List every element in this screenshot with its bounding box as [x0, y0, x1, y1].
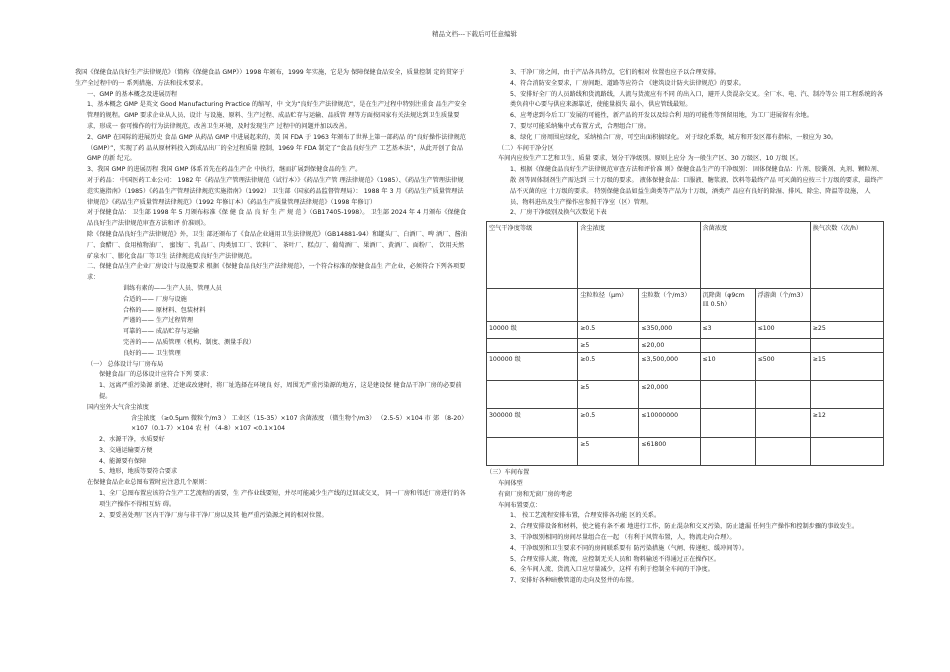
paragraph: 国内室外大气含尘浓度 [87, 403, 149, 411]
paragraph: 7、安排好各种暗敷管道的走向及竖井的布置。 [510, 577, 638, 585]
cell-float [755, 381, 810, 409]
paragraph: （二）车间干净分区 [498, 144, 554, 152]
cleanliness-table [486, 221, 884, 466]
paragraph: 除《保健食品良好生产法律规范》外，卫生 部还颁布了《食品企业通用卫生法律规范》（GB14881-94）和罐头厂、白酒厂、啤 酒厂、酱油厂、食醋厂、食用植物油厂、 蜜饯厂、乳品厂、肉类加工厂、饮料厂、 茶叶厂、糕点厂、葡萄酒厂、果酒厂、黄酒厂、面粉厂、 饮用天然矿泉水厂、膨化食品厂等卫生 法律规范成良好生产法律规范。 [87, 230, 467, 260]
cell-count: ≤20,000 [639, 381, 700, 409]
paragraph: 1、远离严重污染源 新建、迁建或改建时，将厂址选择在环境良 好，周围无严重污染源的地方，这是建设保 健食品干净厂房的必要前提。 [99, 382, 462, 400]
cell-float [755, 339, 810, 353]
table-row [487, 339, 884, 353]
paragraph: 5、安排好全厂的人员路线和货流路线，人流与货流应有不同 的出入口，避开人货混杂交叉。全厂水、电、汽、制冷等公 用工程系统的各类负荷中心要与供应来源靠近，使能量损失 最小，供应管线最短。 [510, 90, 883, 109]
paragraph: 5、地形，地质等要符合要求 [99, 468, 178, 476]
paragraph: 2、合理安排设备和材料，使之能有条不紊 地进行工作，防止混杂和交叉污染，防止遗漏 任何生产操作和控制步骤的事故发生。 [510, 523, 859, 531]
cell-grade: 300000 级 [487, 409, 578, 438]
cell-size: ≥0.5 [578, 322, 639, 339]
paragraph: 良好的—— 卫生管理 [123, 349, 181, 357]
paragraph: 5、合理安排人流、物流，应控制无关人员和 物料输送不得通过正在操作区。 [510, 555, 721, 563]
cell-grade: 100000 级 [487, 353, 578, 381]
paragraph: 2、要妥善处理厂区内干净厂房与非干净厂房以及其 他严重污染源之间的相对位置。 [99, 511, 328, 519]
cell-grade [487, 438, 578, 466]
table-row [487, 409, 884, 438]
paragraph: （一） 总体设计与厂房布局 [87, 360, 164, 368]
paragraph: 车间内应按生产工艺和卫生、质量 要求，划分干净级别。原则上应分 为一般生产区、30 万级区、10 万级 区。 [498, 155, 803, 163]
cell-size: ≥5 [578, 438, 639, 466]
th-dust: 含尘浓度 [578, 222, 700, 289]
paragraph: 1、根据《保健食品良好生产法律规范审查方法和评价准 则》保健食品生产的干净级别： 固体保健食品：片剂、胶囊剂、丸剂、颗粒剂、散 剂等固体制剂生产需达到 三十万级的要求。 液体保健食品：口服液、糖浆液、饮料等最终产品 可灭菌的应按三十万级的要求，最终产品不灭菌的应 十万级的要求。 特别保健食品如益生菌类等产品为十万级，酒类产 品应有良好的除湿、排风、除尘、降温等设施， 人 员、物料进出及生产操作应参照干净室（区）管理。 [510, 166, 883, 206]
paragraph: 二、保健食品生产企业厂房设计与设施要求 根据《保健食品良好生产法律规范》，一个符合标准的保健食品生 产企业，必须符合下列各项要求： [87, 263, 466, 282]
paragraph: 1、 按工艺流程安排布置，合理安排各功能 区的关系。 [510, 512, 661, 520]
paragraph: 2、GMP 在国际的进展历史 食品 GMP 从药品 GMP 中进展起来的，美 国 FDA 于 1963 年颁布了世界上第一部药品 的“良好操作法律规范（GMP）”，实现了药 品从原材料投入到成品出厂的全过程质量 控制，1969 年 FDA 制定了“食品良好生产 工艺基本法”，从此开创了食品 GMP 的新 纪元。 [87, 133, 466, 163]
th-grade: 空气干净度等级 [487, 222, 578, 289]
paragraph: 3、我国 GMP 的进展历程 我国 GMP 体系首先在药品生产企 中执行，继而扩展到保健食品的生 产。 [87, 166, 362, 174]
paragraph: 可靠的—— 成品贮存与运输 [123, 328, 200, 336]
paragraph: 我国《保健食品良好生产法律规范》（简称《保健食品 GMP》）1998 年颁布，1999 年实施，它是为 保障保健食品安全，质量控制 定的贯穿于生产全过程中的一 系列措施、方法和技术要求。 [75, 69, 465, 87]
paragraph: 2、厂房干净级别及换气次数见下表 [510, 209, 607, 217]
cell-air [810, 438, 883, 466]
paragraph: 3、交通运输要方便 [99, 446, 153, 454]
th-particle-size: 尘粒粒径（μm） [578, 289, 639, 322]
cell-size: ≥0.5 [578, 409, 639, 438]
paragraph: 合适的—— 厂房与设施 [123, 295, 187, 303]
paragraph: 3、干净级别相同的房间尽量组合在一起 （有利于风管布置，人，物流走向合理）。 [510, 533, 736, 541]
right-top-text [486, 68, 883, 219]
cell-count: ≤61800 [639, 438, 700, 466]
cell-air: ≥12 [810, 409, 883, 438]
cell-settle [700, 339, 755, 353]
paragraph: 7、要尽可能采纳集中式布置方式，合理组合厂房。 [510, 122, 651, 130]
paragraph: 3、干净厂房之间，由于产品各具特点，它们的相对 位置也应予以合理安排。 [510, 69, 721, 76]
paragraph: 1、基本概念 GMP 是英文 Good Manufacturing Practice 的缩写，中 文为“良好生产法律规范”，是在生产过程中特别注重食 品生产安全管理的规程。GMP 要求企业从人员、设计 与设施、原料、生产过程、成品贮存与运输、品质管 理等方面按国家有关法规达到卫生质量要求，形成一 套可操作的行为法律规范，改善卫生环境，及时发现生产 过程中的问题并加以改善。 [87, 101, 467, 130]
cell-float [755, 438, 810, 466]
cell-float: ≤500 [755, 353, 810, 381]
paragraph: 有窗厂房和无窗厂房的考虑 [498, 490, 573, 498]
cell-count: ≤350,000 [639, 322, 700, 339]
cell-air: ≥25 [810, 322, 883, 339]
table-row [487, 381, 884, 409]
th-settle-bacteria: 沉降菌（φ9cm 皿 0.5h） [700, 289, 755, 322]
paragraph: 4、能源要有保障 [99, 457, 147, 465]
paragraph: 对于保健食品： 卫生部 1998 年 5 月颁布标准《保 健 食 品 良 好 生 产 规 范 》（GB17405-1998）。 卫生部 2024 年 4 月颁布《保健食 品良好生产法律规范审查方法和评 价准则》。 [87, 209, 467, 228]
cell-size: ≥5 [578, 381, 639, 409]
cell-settle: ≤3 [700, 322, 755, 339]
paragraph: 完善的—— 品质管理（机构、制度、测量手段） [123, 338, 255, 346]
cell-air: ≥15 [810, 353, 883, 381]
cell-settle [700, 409, 755, 438]
cell-float: ≤100 [755, 322, 810, 339]
right-column [486, 68, 883, 587]
paragraph: 保健食品厂的总体设计应符合下列 要求： [99, 371, 213, 379]
paragraph: 训练有素的——生产人员、管理人员 [123, 284, 222, 292]
cell-air [810, 381, 883, 409]
th-particle-count: 尘粒数（个/m3） [639, 289, 700, 322]
left-column [75, 68, 467, 521]
cell-grade [487, 339, 578, 353]
th-bacteria: 含菌浓度 [700, 222, 810, 289]
paragraph: 严谨的—— 生产过程管理 [123, 317, 194, 325]
paragraph: 在保健食品企业总图布置时应注意几个原则： [87, 479, 211, 487]
paragraph: 1、全厂总图布置应该符合生产工艺流程的需要，生 产作业线要短，并尽可能减少生产线的迂回或交叉， 同一厂房和邻近厂房进行的各项生产操作不得相互妨 碍。 [99, 490, 466, 508]
table-row [487, 438, 884, 466]
th-float-bacteria: 浮游菌（个/m3） [755, 289, 810, 322]
page-header: 精品文档---下载后可任意编辑 [432, 30, 518, 38]
paragraph: 含尘浓度 （≥0.5μm 微粒个/m3 ） 工业区（15-35）×107 含菌浓度 （微生物个/m3） （2.5-5）×104 市 郊 （8-20）×107（0.1-7）×104 农 村 （4-8）×107 <0.1×104 [131, 414, 465, 433]
cell-air [810, 339, 883, 353]
cell-settle [700, 381, 755, 409]
cell-count: ≤3,500,000 [639, 353, 700, 381]
cell-size: ≥0.5 [578, 353, 639, 381]
cell-grade [487, 381, 578, 409]
paragraph: 一、GMP 的基本概念及进展历程 [87, 90, 178, 98]
cell-grade: 10000 级 [487, 322, 578, 339]
cell-count: ≤20,00 [639, 339, 700, 353]
paragraph: 6、全车间人流、货流入口应尽量减少，这样 有利于控制全车间的干净度。 [510, 566, 714, 574]
paragraph: 4、符合消防安全要求，厂房间距、道路等应符合 《建筑设计防火法律规范》的要求。 [510, 79, 745, 87]
cell-settle [700, 438, 755, 466]
paragraph: 对于药品： 中国医药工业公司： 1982 年《药品生产管理法律规范（试行本）》《药品生产管 理法律规范》（1985）、《药品生产管理法律规范实施指南》（1985）《药品生产管理法律规范实施指南》（1992） 卫生部（国家药品监督管理局）： 1988 年 3 月《药品生产质量管理法律规范》《药品生产质量管理法律规范》（1992 年修订本）《药品生产质量管理法律规范》（1998 年修订） [87, 176, 464, 206]
paragraph: 4、干净级别和卫生要求不同的房间联系要有 防污染措施（气闸、传递柜、缓冲间等）。 [510, 544, 748, 552]
cell-size: ≥5 [578, 339, 639, 353]
paragraph: 合格的—— 原材料、包装材料 [123, 306, 206, 314]
table-row [487, 322, 884, 339]
paragraph: 6、应考虑到今后工厂发展的可能性，新产品的开发以及综合利 用的可能性等预留用地，为工厂进展留有余地。 [510, 112, 813, 120]
paragraph: 8、绿化 厂房周围应绿化，采纳植合厂房，可空出面积搞绿化。 对于绿化系数，城方和开发区都有指标，一般应为 30。 [510, 133, 838, 141]
paragraph: 车间体型 [498, 479, 523, 487]
cell-settle: ≤10 [700, 353, 755, 381]
cell-float [755, 409, 810, 438]
paragraph: 车间布置要点： [498, 501, 542, 509]
th-air-change: 换气次数（次/h） [810, 222, 883, 289]
table-row [487, 353, 884, 381]
right-bottom-text [486, 468, 883, 587]
paragraph: （三）车间布置 [486, 469, 530, 477]
cell-count: ≤10000000 [639, 409, 700, 438]
paragraph: 2、水源干净，水质要好 [99, 436, 165, 444]
